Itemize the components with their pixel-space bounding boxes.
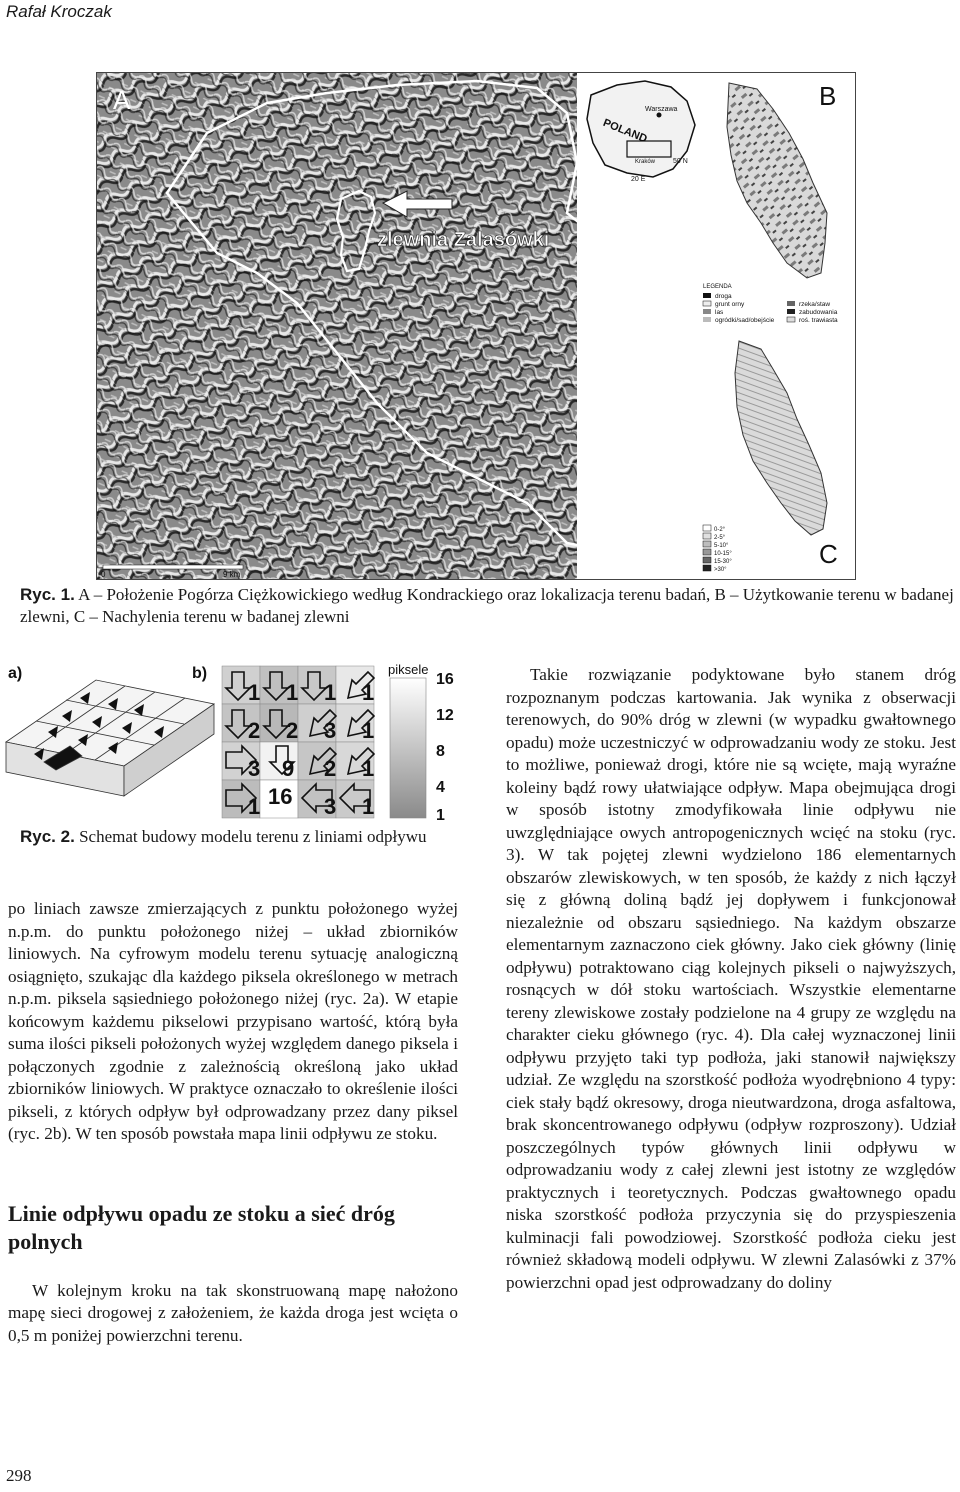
figure-2-svg xyxy=(4,660,464,820)
running-header-author: Rafał Kroczak xyxy=(6,2,112,21)
figure-1-svg xyxy=(97,73,855,579)
grid-value: 2 xyxy=(248,718,261,743)
scale-zero: 0 xyxy=(101,570,106,579)
inset-city-label: Kraków xyxy=(635,159,656,165)
grid-value: 1 xyxy=(248,794,261,819)
figure-2-diagram xyxy=(4,660,464,820)
inset-country-label: POLAND xyxy=(601,116,649,146)
grid-value: 1 xyxy=(362,794,375,819)
fig2-panel-b-label: b) xyxy=(192,665,208,682)
grid-value: 1 xyxy=(362,718,375,743)
figure-2-caption-label: Ryc. 2. xyxy=(20,827,75,846)
legend-item: zabudowania xyxy=(799,309,838,316)
legend-item: rzeka/staw xyxy=(799,301,831,308)
inset-lat-label: 50 N xyxy=(673,158,688,165)
slope-class-label: 2-5° xyxy=(714,535,726,541)
grid-value: 2 xyxy=(324,756,337,781)
figure-1-caption-label: Ryc. 1. xyxy=(20,585,75,604)
legend-item: roś. trawiasta xyxy=(799,317,838,324)
colorbar xyxy=(390,678,426,818)
slope-class-label: 0-2° xyxy=(714,527,726,533)
panel-c-label: C xyxy=(819,539,838,569)
capital-dot-icon xyxy=(657,113,662,118)
figure-2-caption-text: Schemat budowy modelu terenu z liniami odpływu xyxy=(74,827,427,846)
colorbar-tick: 4 xyxy=(436,779,445,796)
grid-value: 3 xyxy=(324,794,337,819)
grid-value: 3 xyxy=(324,718,337,743)
legend-item: droga xyxy=(715,293,732,300)
legend-item: grunt orny xyxy=(715,301,745,308)
legend-title: LEGENDA xyxy=(703,284,732,290)
grid-value: 1 xyxy=(362,680,375,705)
left-paragraph-1: po liniach zawsze zmierzających z punktu położonego wyżej n.p.m. do punktu położonego niżej – układ zbiorników liniowych. Na cyfrowym modelu terenu sytuację analogiczną osiągnięto, szukając dla każdego piksela określonego w metrach n.p.m. piksela sąsiedniego położonego niżej (ryc. 2a). W etapie końcowym każdemu pikselowi przypisano wartość, którą była suma ilości pikseli położonych wyżej względem danego piksela i połączonych zgodnie z zależnością określoną jako układ zbiorników liniowych. W praktyce oznaczało to określenie ilości pikseli, z których odpływ był odprowadzany przez dany piksel (ryc. 2b). W ten sposób powstała mapa linii odpływu ze stoku. xyxy=(8,899,458,1143)
figure-1-map xyxy=(96,72,856,580)
grid-value: 1 xyxy=(248,680,261,705)
grid-value: 1 xyxy=(324,680,337,705)
slope-class-label: >30° xyxy=(714,567,727,573)
left-column xyxy=(8,898,458,1347)
right-paragraph-1: Takie rozwiązanie podyktowane było stanem dróg rozpoznanym podczas kartowania. Jak wynika z obserwacji terenowych, do 90% dróg w zlewni (w wypadku gwałtownego opadu) może uczestniczyć w odprowadzaniu wody ze stoku. Jest to możliwe, ponieważ drogi, które nie są wcięte, mają wyraźne koleiny bądź rowy ułatwiające odpływ. Mapa obejmująca drogi w sposób istotny zmodyfikowała linie odpływu nie uwzględniające owych antropogenicznych wcięć na stoku (ryc. 3). W tak pojętej zlewni wydzielono 186 elementarnych obszarów zlewiskowych, w ten sposób, że każdy z nich łączył się z główną doliną bądź jej dopływem i funkcjonował niezależnie od obszaru sąsiedniego. Na każdym obszarze elementarnym zaznaczono ciek główny. Jako ciek główny (linię odpływu) potraktowano ciąg kolejnych pikseli o najwyższych, rosnących w dół stoku wartościach. Wszystkie elementarne tereny zlewiskowe zostały podzielone na 4 grupy ze względu na charakter cieku głównego (ryc. 4). Dla całej wyznaczonej linii odpływu przyjęto taki typ podłoża, jaki stanowił największy udział. Ze względu na szorstkość podłoża wyodrębniono 4 typy: ciek stały bądź okresowy, droga nieutwardzona, droga asfaltowa, brak skoncentrowanego odpływu (odpływ rozproszony). Udział poszczególnych typów głównych linii odpływu w odprowadzaniu wody z całej zlewni jest istotny ze względów praktycznych i teoretycznych. Podczas gwałtownego opadu niska szorstkość podłoża przyczynia się do przyspieszenia kulminacji fali powodziowej. Szorstkość podłoża cieku jest również składową modeli odpływu. W zlewni Zalasówki z 37% powierzchni opad jest odprowadzany do doliny xyxy=(506,665,956,1292)
slope-class-label: 5-10° xyxy=(714,543,729,549)
grid-value: 1 xyxy=(362,756,375,781)
catchment-label: zlewnia Zalasówki xyxy=(377,229,550,251)
inset-lon-label: 20 E xyxy=(631,176,646,183)
grid-value: 9 xyxy=(282,756,295,781)
slope-class-label: 15-30° xyxy=(714,559,732,565)
page-number: 298 xyxy=(6,1466,32,1485)
colorbar-tick: 8 xyxy=(436,743,445,760)
inset-capital-label: Warszawa xyxy=(645,106,678,113)
grid-value: 2 xyxy=(286,718,299,743)
slope-class-label: 10-15° xyxy=(714,551,732,557)
figure-1-caption xyxy=(20,584,955,628)
grid-value: 16 xyxy=(268,784,293,809)
flow-accumulation-grid xyxy=(222,666,374,819)
legend-item: las xyxy=(715,309,724,316)
scale-label: 9 km xyxy=(223,570,241,579)
fig2-panel-a-label: a) xyxy=(8,665,23,682)
left-paragraph-2: W kolejnym kroku na tak skonstruowaną mapę nałożono mapę sieci drogowej z założeniem, że każda droga jest wcięta o 0,5 m poniżej powierzchni terenu. xyxy=(8,1280,458,1345)
colorbar-title: piksele xyxy=(388,662,429,677)
panel-a-label: A xyxy=(113,85,131,115)
right-column xyxy=(506,664,956,1294)
section-heading: Linie odpływu opadu ze stoku a sieć dróg polnych xyxy=(8,1200,395,1254)
isometric-terrain-blocks xyxy=(6,680,214,796)
panel-b-label: B xyxy=(819,81,837,111)
colorbar-tick: 12 xyxy=(436,707,454,724)
grid-value: 3 xyxy=(248,756,261,781)
figure-2-caption xyxy=(20,826,480,848)
figure-1-caption-text: A – Położenie Pogórza Ciężkowickiego według Kondrackiego oraz lokalizacja terenu badań, B – Użytkowanie terenu w badanej zlewni, C – Nachylenia terenu w badanej zlewni xyxy=(20,585,954,626)
legend-item: ogródki/sad/obejście xyxy=(715,317,775,324)
colorbar-tick: 1 xyxy=(436,807,445,820)
grid-value: 1 xyxy=(286,680,299,705)
colorbar-tick: 16 xyxy=(436,671,454,688)
